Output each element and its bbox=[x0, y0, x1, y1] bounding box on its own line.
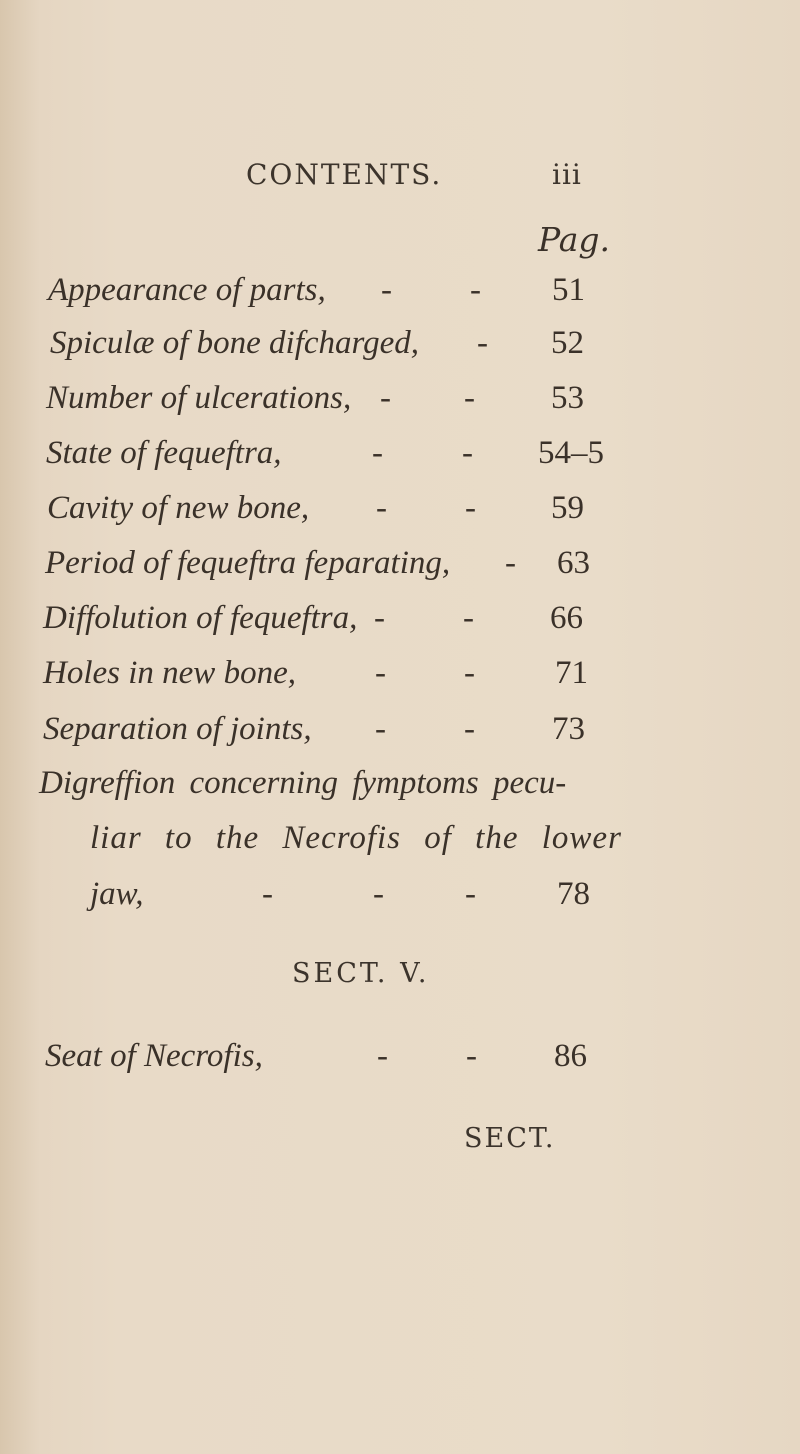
toc-entry bbox=[0, 545, 800, 589]
entry-title: State of fequeftra, bbox=[46, 435, 282, 471]
entry-page: 78 bbox=[557, 876, 590, 912]
leader-dash: - bbox=[376, 490, 387, 526]
entry-page: 63 bbox=[557, 545, 590, 581]
entry-page: 71 bbox=[555, 655, 588, 691]
toc-entry bbox=[0, 711, 800, 755]
leader-dash: - bbox=[462, 435, 473, 471]
entry-title: Period of fequeftra feparating, bbox=[45, 545, 451, 581]
entry-page: 51 bbox=[552, 272, 585, 308]
digression-line-1 bbox=[0, 765, 800, 809]
entry-title: jaw, bbox=[90, 876, 144, 912]
entry-title: Digreffion concerning fymptoms pecu- bbox=[39, 765, 567, 801]
entry-title: Diffolution of fequeftra, bbox=[43, 600, 358, 636]
page-number: iii bbox=[552, 158, 582, 191]
leader-dash: - bbox=[464, 380, 475, 416]
entry-title: Separation of joints, bbox=[43, 711, 312, 747]
digression-line-2 bbox=[0, 820, 800, 864]
running-title: CONTENTS. bbox=[246, 158, 443, 191]
leader-dash: - bbox=[505, 545, 516, 581]
toc-entry bbox=[0, 1038, 800, 1082]
leader-dash: - bbox=[466, 1038, 477, 1074]
leader-dash: - bbox=[464, 655, 475, 691]
leader-dash: - bbox=[465, 490, 476, 526]
entry-title: Appearance of parts, bbox=[48, 272, 326, 308]
toc-entry bbox=[0, 435, 800, 479]
toc-entry bbox=[0, 655, 800, 699]
entry-page: 59 bbox=[551, 490, 584, 526]
toc-entry bbox=[0, 490, 800, 534]
leader-dash: - bbox=[372, 435, 383, 471]
entry-page: 52 bbox=[551, 325, 584, 361]
toc-entry bbox=[0, 600, 800, 644]
entry-page: 66 bbox=[550, 600, 583, 636]
catchword: SECT. bbox=[464, 1123, 556, 1154]
leader-dash: - bbox=[375, 655, 386, 691]
page-column-label: Pag. bbox=[538, 220, 611, 259]
entry-title: Number of ulcerations, bbox=[46, 380, 352, 416]
leader-dash: - bbox=[262, 876, 273, 912]
toc-entry bbox=[0, 272, 800, 316]
toc-entry bbox=[0, 325, 800, 369]
leader-dash: - bbox=[465, 876, 476, 912]
leader-dash: - bbox=[381, 272, 392, 308]
entry-page: 54–5 bbox=[538, 435, 604, 471]
entry-title: Seat of Necrofis, bbox=[45, 1038, 263, 1074]
leader-dash: - bbox=[374, 600, 385, 636]
leader-dash: - bbox=[377, 1038, 388, 1074]
leader-dash: - bbox=[463, 600, 474, 636]
leader-dash: - bbox=[464, 711, 475, 747]
leader-dash: - bbox=[380, 380, 391, 416]
entry-title: Holes in new bone, bbox=[43, 655, 296, 691]
leader-dash: - bbox=[375, 711, 386, 747]
entry-page: 73 bbox=[552, 711, 585, 747]
entry-title: liar to the Necrofis of the lower bbox=[90, 820, 622, 856]
entry-title: Spiculæ of bone difcharged, bbox=[50, 325, 420, 361]
section-heading: SECT. V. bbox=[292, 958, 430, 989]
entry-title: Cavity of new bone, bbox=[47, 490, 310, 526]
leader-dash: - bbox=[470, 272, 481, 308]
entry-page: 86 bbox=[554, 1038, 587, 1074]
toc-entry bbox=[0, 380, 800, 424]
toc-entry bbox=[0, 876, 800, 920]
leader-dash: - bbox=[373, 876, 384, 912]
entry-page: 53 bbox=[551, 380, 584, 416]
leader-dash: - bbox=[477, 325, 488, 361]
